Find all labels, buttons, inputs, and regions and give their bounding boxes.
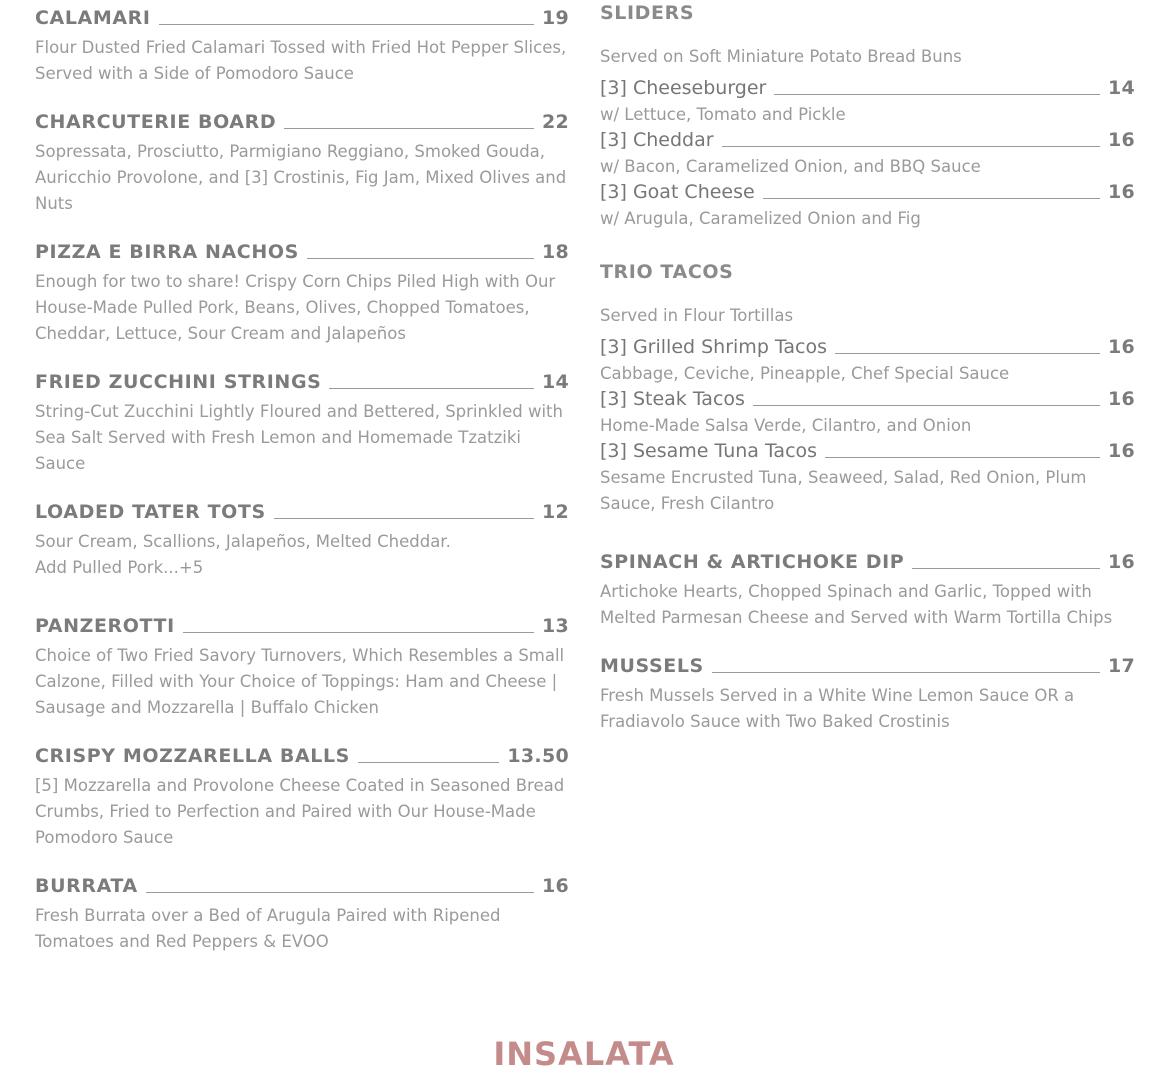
taco-item-sesame-tuna [600, 439, 1135, 517]
leader-line [912, 567, 1100, 569]
item-price: 16 [1107, 336, 1135, 358]
leader-line [753, 404, 1100, 406]
item-description: Sopressata, Prosciutto, Parmigiano Reggiano, Smoked Gouda, Auricchio Provolone, and [3] Crostinis, Fig Jam, Mixed Olives and Nuts [35, 142, 567, 213]
menu-item-spinach-artichoke-dip [600, 550, 1135, 631]
leader-line [712, 671, 1100, 673]
item-price: 16 [1107, 551, 1135, 573]
item-description: Sour Cream, Scallions, Jalapeños, Melted Cheddar. [35, 532, 451, 551]
item-price: 14 [1107, 77, 1135, 99]
leader-line [159, 23, 534, 25]
slider-item-cheddar [600, 128, 1135, 180]
menu-item-burrata [35, 874, 569, 955]
leader-line [825, 456, 1100, 458]
item-description: w/ Bacon, Caramelized Onion, and BBQ Sauce [600, 157, 981, 176]
item-description: Fresh Mussels Served in a White Wine Lemon Sauce OR a Fradiavolo Sauce with Two Baked Crostinis [600, 686, 1075, 731]
item-description: Flour Dusted Fried Calamari Tossed with Fried Hot Pepper Slices, Served with a Side of Pomodoro Sauce [35, 38, 567, 83]
leader-line [763, 197, 1100, 199]
item-title: FRIED ZUCCHINI STRINGS [35, 371, 322, 393]
item-description: String-Cut Zucchini Lightly Floured and Bettered, Sprinkled with Sea Salt Served with Fresh Lemon and Homemade Tzatziki Sauce [35, 402, 563, 473]
item-title: PANZEROTTI [35, 615, 175, 637]
item-description: Enough for two to share! Crispy Corn Chips Piled High with Our House-Made Pulled Pork, Beans, Olives, Chopped Tomatoes, Cheddar, Lettuce, Sour Cream and Jalapeños [35, 272, 556, 343]
menu-item-loaded-tater-tots [35, 500, 569, 581]
item-price: 13.50 [507, 745, 569, 767]
item-title: PIZZA E BIRRA NACHOS [35, 241, 299, 263]
item-price: 16 [1107, 129, 1135, 151]
item-addon-note: Add Pulled Pork...+5 [35, 558, 204, 577]
section-heading-trio-tacos: TRIO TACOS [600, 261, 734, 283]
menu-item-mussels [600, 654, 1135, 735]
item-title: LOADED TATER TOTS [35, 501, 266, 523]
section-heading-sliders: SLIDERS [600, 2, 695, 24]
slider-item-cheeseburger [600, 76, 1135, 128]
menu-item-pizza-e-birra-nachos [35, 240, 569, 347]
item-description: Sesame Encrusted Tuna, Seaweed, Salad, Red Onion, Plum Sauce, Fresh Cilantro [600, 468, 1087, 513]
item-title: BURRATA [35, 875, 138, 897]
leader-line [722, 145, 1100, 147]
leader-line [183, 631, 534, 633]
menu-item-charcuterie-board [35, 110, 569, 217]
item-price: 16 [1107, 440, 1135, 462]
item-description: w/ Arugula, Caramelized Onion and Fig [600, 209, 921, 228]
item-description: Choice of Two Fried Savory Turnovers, Which Resembles a Small Calzone, Filled with Your Choice of Toppings: Ham and Cheese | Sausage and Mozzarella | Buffalo Chicken [35, 646, 565, 717]
item-description: Fresh Burrata over a Bed of Arugula Paired with Ripened Tomatoes and Red Peppers & EVOO [35, 906, 501, 951]
item-title: CHARCUTERIE BOARD [35, 111, 277, 133]
item-title: [3] Sesame Tuna Tacos [600, 440, 818, 462]
item-title: SPINACH & ARTICHOKE DIP [600, 551, 905, 573]
item-title: CRISPY MOZZARELLA BALLS [35, 745, 350, 767]
item-price: 14 [541, 371, 569, 393]
section-heading-insalata: INSALATA [493, 1035, 675, 1073]
leader-line [358, 761, 499, 763]
leader-line [146, 891, 534, 893]
item-description: Cabbage, Ceviche, Pineapple, Chef Special Sauce [600, 364, 1010, 383]
item-title: [3] Steak Tacos [600, 388, 745, 410]
leader-line [284, 127, 534, 129]
item-price: 19 [541, 7, 569, 29]
item-price: 22 [541, 111, 569, 133]
item-price: 13 [541, 615, 569, 637]
item-price: 16 [1107, 181, 1135, 203]
item-title: [3] Grilled Shrimp Tacos [600, 336, 827, 358]
item-title: CALAMARI [35, 7, 151, 29]
item-title: [3] Goat Cheese [600, 181, 755, 203]
item-title: MUSSELS [600, 655, 704, 677]
item-title: [3] Cheddar [600, 129, 714, 151]
section-note-sliders: Served on Soft Miniature Potato Bread Buns [600, 47, 962, 66]
section-note-tacos: Served in Flour Tortillas [600, 306, 794, 325]
item-price: 12 [541, 501, 569, 523]
item-description: w/ Lettuce, Tomato and Pickle [600, 105, 846, 124]
slider-item-goat-cheese [600, 180, 1135, 232]
leader-line [835, 352, 1100, 354]
menu-item-panzerotti [35, 614, 569, 721]
item-title: [3] Cheeseburger [600, 77, 767, 99]
item-description: Home-Made Salsa Verde, Cilantro, and Onion [600, 416, 972, 435]
item-price: 16 [541, 875, 569, 897]
taco-item-steak [600, 387, 1135, 439]
item-price: 18 [541, 241, 569, 263]
menu-item-crispy-mozzarella-balls [35, 744, 569, 851]
menu-item-fried-zucchini-strings [35, 370, 569, 477]
item-description: [5] Mozzarella and Provolone Cheese Coated in Seasoned Bread Crumbs, Fried to Perfection and Paired with Our House-Made Pomodoro Sauce [35, 776, 565, 847]
menu-item-calamari [35, 6, 569, 87]
taco-item-grilled-shrimp [600, 335, 1135, 387]
leader-line [274, 517, 534, 519]
item-description: Artichoke Hearts, Chopped Spinach and Garlic, Topped with Melted Parmesan Cheese and Served with Warm Tortilla Chips [600, 582, 1113, 627]
item-price: 16 [1107, 388, 1135, 410]
leader-line [307, 257, 534, 259]
item-price: 17 [1107, 655, 1135, 677]
leader-line [329, 387, 534, 389]
leader-line [774, 93, 1100, 95]
